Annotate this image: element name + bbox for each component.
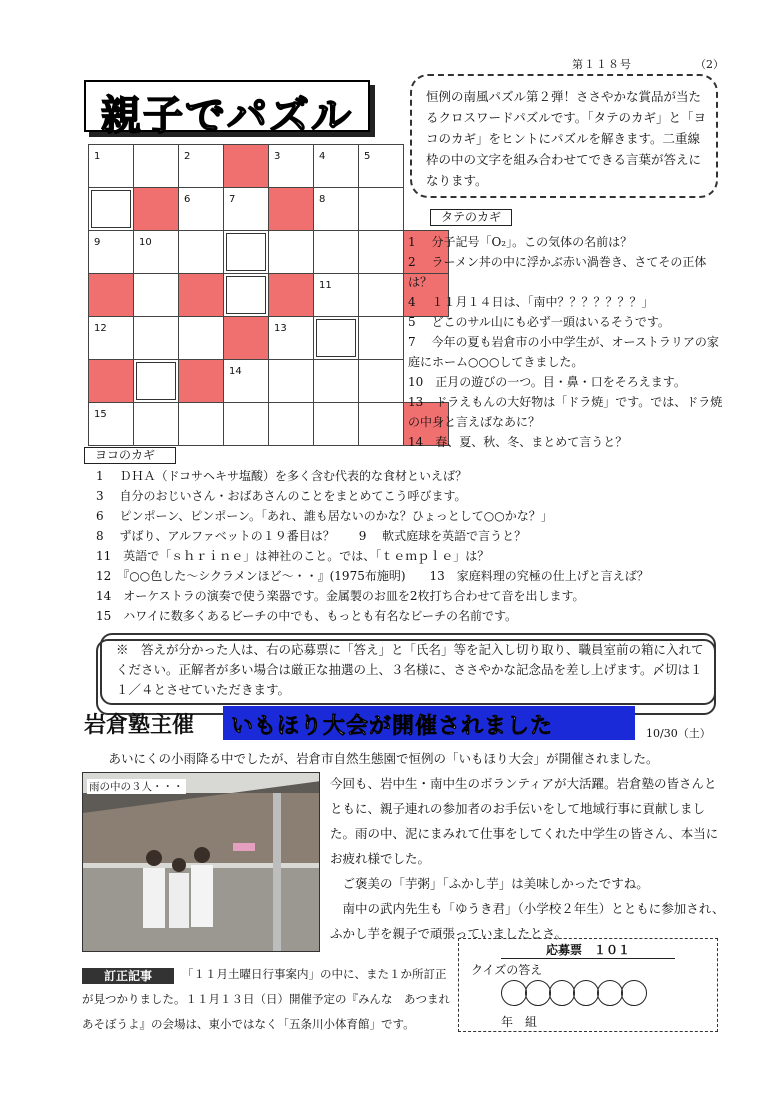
- puzzle-intro: 恒例の南風パズル第２弾！ささやかな賞品が当たるクロスワードパズルです。「タテのカギ」と「ヨコのカギ」をヒントにパズルを解きます。二重線枠の中の文字を組み合わせてできる言葉が答えになります。: [410, 74, 718, 198]
- ballot-title: 応募票 １０１: [501, 941, 675, 959]
- clue-item: 1 ＤＨＡ（ドコサヘキサ塩酸）を多く含む代表的な食材といえば？: [96, 469, 467, 483]
- correction-label: 訂正記事: [82, 968, 174, 984]
- grid-cell: [178, 359, 224, 403]
- grid-cell: [178, 273, 224, 317]
- grid-cell[interactable]: [313, 316, 359, 360]
- grid-cell[interactable]: [358, 187, 404, 231]
- article-label: 岩倉塾主催: [84, 713, 195, 738]
- clue-number: 13: [274, 323, 287, 334]
- article-date: 10/30（土）: [646, 727, 711, 740]
- clue-number: 14: [229, 366, 242, 377]
- clue-number: 4: [319, 151, 326, 162]
- entry-ballot: [458, 938, 718, 1032]
- answer-circle[interactable]: [501, 980, 527, 1006]
- article-body: 今回も、岩中生・南中生のボランティアが大活躍。岩倉塾の皆さんとともに、親子連れの参加者のお手伝いをして地域行事に貢献しました。雨の中、泥にまみれて仕事をしてくれた中学生の皆さん、本当にお疲れ様でした。 ご褒美の「芋粥」「ふかし芋」は美味しかったですね。 南中の武内先生も「ゆうき君」（小学校２年生）とともに参加され、ふかし芋を親子で頑張っていましたとさ。: [330, 776, 725, 941]
- article-title: いもほり大会が開催されました: [223, 706, 635, 740]
- issue-number: 第１１８号: [572, 58, 632, 71]
- answer-circle[interactable]: [597, 980, 623, 1006]
- yoko-clues: [96, 466, 736, 626]
- grid-cell[interactable]: [358, 402, 404, 446]
- grid-cell[interactable]: [133, 402, 179, 446]
- ballot-answer-label: クイズの答え: [471, 963, 543, 977]
- clue-number: 5: [364, 151, 371, 162]
- yoko-header: ヨコのカギ: [84, 447, 176, 464]
- grid-cell[interactable]: [223, 359, 269, 403]
- grid-cell[interactable]: [178, 144, 224, 188]
- grid-cell[interactable]: [133, 230, 179, 274]
- answer-circle[interactable]: [573, 980, 599, 1006]
- clue-item: 6 ピンポーン、ピンポーン。「あれ、誰も居ないのかな？ひょっとして○○かな？」: [96, 509, 553, 523]
- clue-number: 10: [139, 237, 152, 248]
- grid-cell[interactable]: [223, 402, 269, 446]
- event-photo: [82, 772, 320, 952]
- correction-text: 「１１月土曜日行事案内」の中に、また１か所訂正が見つかりました。１１月１３日（日）開催予定の『みんな あつまれ あそぼうよ』の会場は、東小ではなく「五条川小体育館」です。: [82, 967, 462, 1031]
- grid-cell[interactable]: [178, 402, 224, 446]
- grid-cell[interactable]: [133, 359, 179, 403]
- grid-cell: [223, 144, 269, 188]
- clue-item: 15 ハワイに数多くあるビーチの中でも、もっとも有名なビーチの名前です。: [96, 609, 517, 623]
- tate-header: タテのカギ: [430, 209, 512, 226]
- grid-cell[interactable]: [88, 316, 134, 360]
- grid-cell[interactable]: [88, 230, 134, 274]
- clue-item: 14 春、夏、秋、冬、まとめて言うと？: [408, 435, 628, 449]
- clue-number: 12: [94, 323, 107, 334]
- grid-cell[interactable]: [133, 144, 179, 188]
- grid-cell[interactable]: [313, 359, 359, 403]
- clue-number: 1: [94, 151, 101, 162]
- clue-number: 9: [94, 237, 101, 248]
- clue-item: 12 『○○色した～シクラメンほど～・・』(1975布施明) 13 家庭料理の究極の仕上げと言えば？: [96, 569, 649, 583]
- grid-cell[interactable]: [223, 273, 269, 317]
- clue-item: 11 英語で「ｓｈｒｉｎｅ」は神社のこと。では、「ｔｅｍｐｌｅ」は？: [96, 549, 490, 563]
- clue-item: 4 １１月１４日は、「南中？？？？？？？」: [408, 295, 654, 309]
- clue-number: 6: [184, 194, 191, 205]
- clue-number: 15: [94, 409, 107, 420]
- grid-cell[interactable]: [88, 402, 134, 446]
- photo-caption: 雨の中の３人・・・: [89, 781, 184, 793]
- grid-cell: [223, 316, 269, 360]
- clue-item: 7 今年の夏も岩倉市の小中学生が、オーストラリアの家庭にホーム○○○してきました。: [408, 335, 719, 369]
- grid-cell: [88, 273, 134, 317]
- grid-cell[interactable]: [358, 273, 404, 317]
- grid-cell[interactable]: [358, 230, 404, 274]
- grid-cell[interactable]: [178, 187, 224, 231]
- grid-cell[interactable]: [313, 187, 359, 231]
- grid-cell: [268, 273, 314, 317]
- answer-circle[interactable]: [621, 980, 647, 1006]
- clue-number: 2: [184, 151, 191, 162]
- puzzle-title: 親子でパズル: [101, 93, 353, 139]
- clue-item: 1 分子記号「O₂」。この気体の名前は？: [408, 235, 633, 249]
- grid-cell[interactable]: [268, 144, 314, 188]
- clue-item: 10 正月の遊びの一つ。目・鼻・口をそろえます。: [408, 375, 686, 389]
- grid-cell[interactable]: [358, 359, 404, 403]
- grid-cell[interactable]: [268, 359, 314, 403]
- photo-illustration: [83, 773, 320, 952]
- clue-number: 7: [229, 194, 236, 205]
- clue-number: 8: [319, 194, 326, 205]
- grid-cell[interactable]: [88, 187, 134, 231]
- grid-cell[interactable]: [88, 144, 134, 188]
- crossword-grid: [88, 144, 404, 444]
- grid-cell[interactable]: [223, 187, 269, 231]
- clue-number: 3: [274, 151, 281, 162]
- answer-circle[interactable]: [549, 980, 575, 1006]
- tate-clues: [408, 232, 724, 452]
- grid-cell: [268, 187, 314, 231]
- grid-cell[interactable]: [358, 316, 404, 360]
- grid-cell: [88, 359, 134, 403]
- clue-item: 2 ラーメン丼の中に浮かぶ赤い渦巻き、さてその正体は？: [408, 255, 707, 289]
- grid-cell[interactable]: [313, 273, 359, 317]
- grid-cell[interactable]: [268, 402, 314, 446]
- grid-cell[interactable]: [358, 144, 404, 188]
- grid-cell: [133, 187, 179, 231]
- answer-circles: [501, 980, 705, 1009]
- grid-cell[interactable]: [223, 230, 269, 274]
- grid-cell[interactable]: [133, 316, 179, 360]
- grid-cell[interactable]: [178, 230, 224, 274]
- grid-cell[interactable]: [268, 316, 314, 360]
- clue-item: 14 オーケストラの演奏で使う楽器です。金属製のお皿を2枚打ち合わせて音を出します。: [96, 589, 585, 603]
- entry-notice: ※ 答えが分かった人は、右の応募票に「答え」と「氏名」等を記入し切り取り、職員室前の箱に入れてください。正解者が多い場合は厳正な抽選の上、３名様に、ささやかな記念品を差し上げます。〆切は１１／４とさせていただきます。: [100, 633, 716, 705]
- page-number: （2）: [695, 58, 724, 71]
- clue-item: 3 自分のおじいさん・おばあさんのことをまとめてこう呼びます。: [96, 489, 467, 503]
- grid-cell[interactable]: [313, 144, 359, 188]
- answer-circle[interactable]: [525, 980, 551, 1006]
- ballot-class-label: 年 組: [501, 1015, 538, 1029]
- grid-cell[interactable]: [313, 230, 359, 274]
- puzzle-title-box: [84, 80, 370, 139]
- grid-cell[interactable]: [313, 402, 359, 446]
- clue-item: 8 ずばり、アルファベットの１９番目は？ 9 軟式庭球を英語で言うと？: [96, 529, 527, 543]
- grid-cell[interactable]: [133, 273, 179, 317]
- article-lead: あいにくの小雨降る中でしたが、岩倉市自然生態園で恒例の「いもほり大会」が開催されました。: [108, 751, 659, 766]
- grid-cell[interactable]: [268, 230, 314, 274]
- clue-number: 11: [319, 280, 332, 291]
- clue-item: 5 どこのサル山にも必ず一頭はいるそうです。: [408, 315, 670, 329]
- grid-cell[interactable]: [178, 316, 224, 360]
- clue-item: 13 ドラえもんの大好物は「ドラ焼」です。では、ドラ焼の中身と言えばなあに？: [408, 395, 723, 429]
